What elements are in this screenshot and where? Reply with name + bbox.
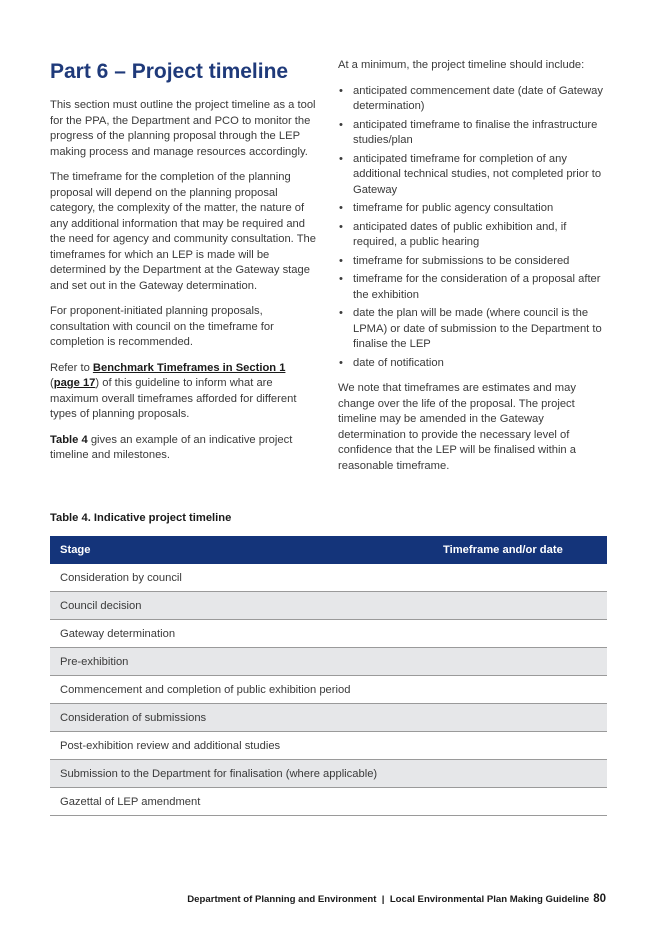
list-item: • timeframe for submissions to be considered (338, 254, 608, 270)
list-item: • timeframe for the consideration of a proposal after the exhibition (338, 272, 608, 303)
project-timeline-table (50, 536, 607, 816)
page-title: Part 6 – Project timeline (50, 60, 289, 83)
timeframe-paragraph: The timeframe for the completion of the planning proposal will depend on the planning proposal category, the complexity of the matter, the nature of any additional information that may be required and the need for agency and community consultation. The timeframes for which an LEP is made will be determined by the Department at the Gateway stage and set out in the Gateway determination. (50, 171, 316, 292)
column-header-stage: Stage (50, 536, 433, 564)
stage-cell: Submission to the Department for finalisation (where applicable) (50, 760, 433, 788)
table-row (50, 704, 607, 732)
page-17-link[interactable]: page 17 (53, 377, 96, 389)
list-item: • anticipated timeframe to finalise the infrastructure studies/plan (338, 118, 608, 149)
timeframe-cell (433, 788, 607, 816)
stage-cell: Consideration of submissions (50, 704, 433, 732)
timeframe-cell (433, 760, 607, 788)
table-row (50, 592, 607, 620)
page-footer (187, 893, 606, 905)
timeframe-cell (433, 620, 607, 648)
benchmark-timeframes-link[interactable]: Benchmark Timeframes in Section 1 (92, 361, 286, 374)
stage-cell: Council decision (50, 592, 433, 620)
timeframe-cell (433, 704, 607, 732)
table-row (50, 732, 607, 760)
table-reference-paragraph (50, 433, 318, 464)
list-item: • date of notification (338, 356, 608, 372)
timeframe-cell (433, 564, 607, 592)
table-4-reference: Table 4 (50, 433, 88, 446)
benchmark-text-post: ) of this guideline to inform what are maximum overall timeframes afforded for different types of planning proposals. (50, 377, 297, 420)
minimum-intro: At a minimum, the project timeline should include: (338, 59, 585, 71)
table-row (50, 676, 607, 704)
list-item: • anticipated commencement date (date of Gateway determination) (338, 84, 608, 115)
stage-cell: Pre-exhibition (50, 648, 433, 676)
list-item: • date the plan will be made (where council is the LPMA) or date of submission to the Department to finalise the LEP (338, 306, 608, 353)
left-column (50, 58, 318, 474)
table-row (50, 788, 607, 816)
benchmark-paragraph (50, 361, 318, 423)
stage-cell: Commencement and completion of public exhibition period (50, 676, 433, 704)
timeframe-cell (433, 648, 607, 676)
table-caption: Table 4. Indicative project timeline (50, 512, 232, 524)
benchmark-text-pre: Refer to (50, 361, 93, 374)
consultation-paragraph: For proponent-initiated planning proposals, consultation with council on the timeframe for completion is recommended. (50, 305, 274, 348)
table-header-row (50, 536, 607, 564)
list-item: • timeframe for public agency consultation (338, 201, 608, 217)
table-row (50, 564, 607, 592)
column-header-timeframe: Timeframe and/or date (433, 536, 607, 564)
timeframe-cell (433, 592, 607, 620)
right-column (338, 58, 608, 484)
list-item: • anticipated dates of public exhibition and, if required, a public hearing (338, 220, 608, 251)
table-row (50, 620, 607, 648)
table-reference-text: gives an example of an indicative project timeline and milestones. (50, 433, 293, 461)
stage-cell: Post-exhibition review and additional studies (50, 732, 433, 760)
timeline-requirements-list (338, 84, 608, 372)
footer-text: Department of Planning and Environment | Local Environmental Plan Making Guideline (187, 894, 590, 905)
stage-cell: Gateway determination (50, 620, 433, 648)
closing-paragraph: We note that timeframes are estimates and may change over the life of the proposal. The project timeline may be amended in the Gateway determination to provide the necessary level of confidence that the LEP will be finalised within a reasonable timeframe. (338, 382, 576, 472)
table-row (50, 760, 607, 788)
stage-cell: Consideration by council (50, 564, 433, 592)
table-row (50, 648, 607, 676)
timeframe-cell (433, 676, 607, 704)
intro-paragraph: This section must outline the project timeline as a tool for the PPA, the Department and PCO to monitor the progress of the planning proposal through the LEP making process and manage resources accordingly. (50, 99, 316, 158)
stage-cell: Gazettal of LEP amendment (50, 788, 433, 816)
list-item: • anticipated timeframe for completion of any additional technical studies, not completed prior to Gateway (338, 152, 608, 199)
page-number: 80 (593, 893, 606, 905)
timeframe-cell (433, 732, 607, 760)
benchmark-text-mid: ( (50, 377, 54, 389)
